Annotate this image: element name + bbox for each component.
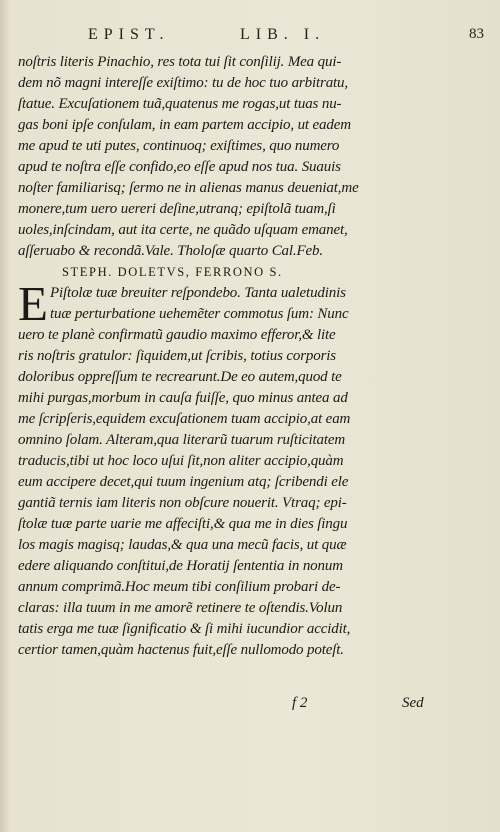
text-line: apud te noſtra eſſe confido,eo eſſe apud nos tua. Suauis: [18, 159, 341, 175]
text-line: traducis,tibi ut hoc loco uſui ſit,non aliter accipio,quàm: [18, 453, 344, 469]
drop-cap: E: [18, 276, 48, 331]
header-center: LIB. I.: [240, 26, 326, 43]
text-line: certior tamen,quàm hactenus fuit,eſſe nullomodo poteſt.: [18, 642, 344, 658]
salutation-line: STEPH. DOLETVS, FERRONO S.: [62, 265, 283, 279]
signature-mark: f 2: [292, 695, 308, 711]
text-block: [18, 52, 460, 661]
text-line: aſſeruabo & recondã.Vale. Tholoſæ quarto Cal.Feb.: [18, 243, 323, 259]
letter-two: [18, 276, 460, 661]
text-line: uoles,inſcindam, aut ita certe, ne quãdo uſquam emanet,: [18, 222, 348, 238]
running-header: [0, 26, 500, 48]
text-line: me apud te uti putes, continuoq; exiſtimes, quo numero: [18, 138, 340, 154]
text-line: monere,tum uero uereri deſine,utranq; epiſtolã tuam,ſi: [18, 201, 336, 217]
text-line: uero te planè confirmatũ gaudio maximo efferor,& lite: [18, 327, 336, 343]
text-line: omnino ſolam. Alteram,qua literarũ tuarum ruſticitatem: [18, 432, 346, 448]
text-line: annum comprimã.Hoc meum tibi conſilium probari de-: [18, 579, 341, 595]
text-line: Piſtolæ tuæ breuiter reſpondebo. Tanta ualetudinis: [50, 285, 346, 301]
header-left: EPIST.: [88, 26, 170, 43]
folio-number: 83: [469, 26, 484, 42]
text-line: los magis magisq; laudas,& qua una mecũ facis, ut quæ: [18, 537, 347, 553]
text-line: noſter familiarisq; ſermo ne in alienas manus deueniat,me: [18, 180, 359, 196]
text-line: gas boni ipſe conſulam, in eam partem accipio, ut eadem: [18, 117, 351, 133]
page-footer: [0, 695, 500, 717]
text-line: me ſcripſeris,equidem excuſationem tuam accipio,at eam: [18, 411, 351, 427]
text-line: claras: illa tuum in me amorẽ retinere te oſtendis.Volun: [18, 600, 343, 616]
text-line: noſtris literis Pinachio, res tota tui ſit conſilij. Mea qui-: [18, 54, 342, 70]
text-line: gantiã ternis iam literis non obſcure nouerit. Vtraq; epi-: [18, 495, 347, 511]
text-line: ris noſtris gratulor: ſiquidem,ut ſcribis, totius corporis: [18, 348, 336, 364]
text-line: tuæ perturbatione uehemẽter commotus ſum: Nunc: [50, 306, 349, 322]
text-line: doloribus oppreſſum te recrearunt.De eo autem,quod te: [18, 369, 342, 385]
text-line: eum accipere decet,qui tuum ingenium atq; ſcribendi ele: [18, 474, 349, 490]
text-line: dem nõ magni intereſſe exiſtimo: tu de hoc tuo arbitratu,: [18, 75, 349, 91]
letter-one: [18, 52, 460, 262]
letter-two-lines: [18, 276, 460, 661]
text-line: tatis erga me tuæ ſignificatio & ſi mihi iucundior accidit,: [18, 621, 351, 637]
text-line: ſtatue. Excuſationem tuã,quatenus me rogas,ut tuas nu-: [18, 96, 342, 112]
text-line: ſtolæ tuæ parte uarie me affeciſti,& qua me in dies ſingu: [18, 516, 348, 532]
text-line: mihi purgas,morbum in cauſa fuiſſe, quo minus antea ad: [18, 390, 348, 406]
text-line: edere aliquando conſtitui,de Horatij ſententia in nonum: [18, 558, 343, 574]
catchword: Sed: [402, 695, 424, 711]
